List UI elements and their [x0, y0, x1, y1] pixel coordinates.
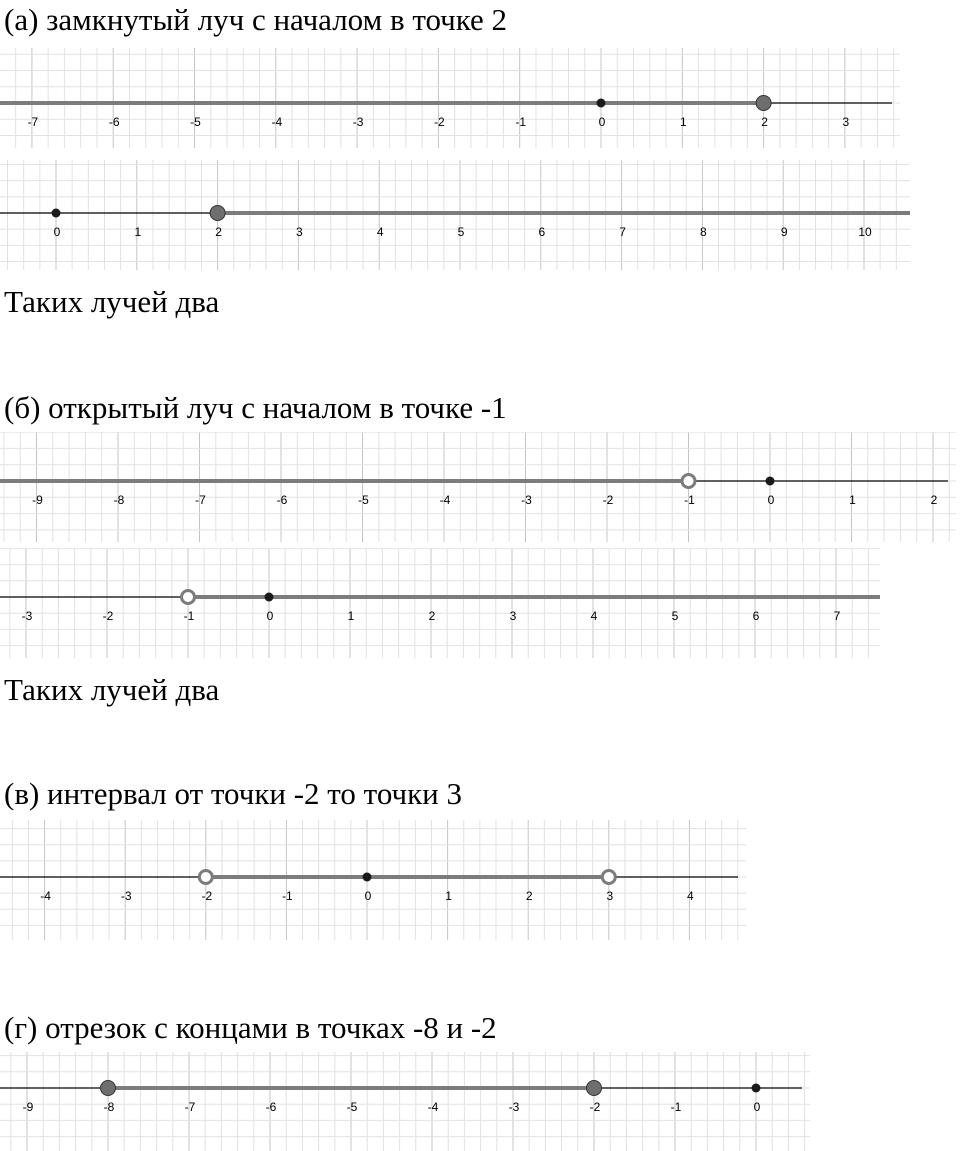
tick-label: 1	[849, 493, 856, 507]
tick-label: 3	[296, 225, 303, 239]
section-b-title: (б) открытый луч с началом в точке -1	[4, 390, 507, 425]
tick-label: -3	[120, 889, 132, 903]
tick-label: 2	[525, 889, 533, 903]
tick-label: -4	[40, 889, 51, 903]
tick-label: -5	[346, 1100, 358, 1114]
tick-label: 1	[679, 115, 687, 129]
tick-label: -9	[22, 1100, 34, 1114]
origin-point	[265, 593, 274, 602]
origin-point	[52, 209, 61, 218]
tick-label: 3	[509, 609, 517, 623]
section-a-note: Таких лучей два	[4, 284, 220, 319]
section-b-note: Таких лучей два	[4, 672, 220, 707]
tick-label: 0	[266, 609, 274, 623]
tick-label: -1	[282, 889, 293, 903]
tick-label: -3	[521, 493, 532, 507]
tick-label: -7	[195, 493, 206, 507]
closed-endpoint	[101, 1081, 116, 1096]
tick-label: 0	[767, 493, 775, 507]
tick-label: -2	[434, 115, 445, 129]
tick-label: 0	[53, 225, 61, 239]
tick-label: -2	[201, 889, 213, 903]
tick-label: -7	[27, 115, 39, 129]
tick-label: -8	[103, 1100, 115, 1114]
number-line-d	[0, 1052, 810, 1151]
open-endpoint	[182, 591, 195, 604]
tick-label: -5	[358, 493, 369, 507]
tick-label: -9	[32, 493, 43, 507]
closed-endpoint	[587, 1081, 602, 1096]
tick-label: -2	[102, 609, 114, 623]
tick-label: -3	[508, 1100, 520, 1114]
tick-label: 1	[445, 889, 452, 903]
tick-label: 5	[671, 609, 679, 623]
number-line-a2	[0, 160, 910, 270]
tick-label: -1	[670, 1100, 682, 1114]
tick-label: 2	[428, 609, 436, 623]
origin-point	[597, 99, 606, 108]
tick-label: 10	[858, 225, 872, 239]
tick-label: 1	[347, 609, 355, 623]
grid	[0, 820, 746, 940]
origin-point	[363, 873, 372, 882]
tick-label: 4	[590, 609, 598, 623]
tick-label: 7	[833, 609, 841, 623]
origin-point	[752, 1084, 761, 1093]
tick-label: 2	[215, 225, 222, 239]
tick-label: -1	[684, 493, 695, 507]
tick-label: 0	[753, 1100, 761, 1114]
open-endpoint	[682, 475, 695, 488]
open-endpoint	[602, 871, 615, 884]
tick-label: -5	[190, 115, 201, 129]
closed-endpoint	[756, 96, 771, 111]
tick-label: -7	[184, 1100, 196, 1114]
grid	[0, 1052, 810, 1151]
tick-label: 2	[930, 493, 938, 507]
tick-label: -2	[589, 1100, 601, 1114]
number-line-b1	[0, 432, 956, 542]
tick-label: 0	[364, 889, 372, 903]
tick-label: 7	[619, 225, 626, 239]
tick-label: -1	[515, 115, 527, 129]
tick-label: -6	[276, 493, 288, 507]
tick-label: 5	[457, 225, 465, 239]
tick-label: 4	[687, 889, 694, 903]
tick-label: 4	[376, 225, 384, 239]
section-a-title: (а) замкнутый луч с началом в точке 2	[4, 2, 508, 37]
tick-label: 9	[780, 225, 788, 239]
tick-label: -6	[108, 115, 120, 129]
grid	[0, 432, 956, 542]
tick-label: -4	[427, 1100, 439, 1114]
tick-label: -3	[21, 609, 33, 623]
section-d-title: (г) отрезок с концами в точках -8 и -2	[4, 1010, 497, 1045]
tick-label: -6	[265, 1100, 277, 1114]
tick-label: -4	[439, 493, 451, 507]
tick-label: 3	[842, 115, 850, 129]
origin-point	[766, 477, 775, 486]
grid	[0, 548, 880, 658]
tick-label: -4	[271, 115, 283, 129]
tick-label: -8	[113, 493, 125, 507]
tick-label: 8	[700, 225, 707, 239]
tick-label: 0	[598, 115, 606, 129]
number-line-b2	[0, 548, 880, 658]
tick-label: -3	[352, 115, 364, 129]
number-line-c	[0, 820, 746, 940]
tick-label: 3	[606, 889, 614, 903]
tick-label: 2	[761, 115, 768, 129]
closed-endpoint	[210, 206, 225, 221]
tick-label: -2	[602, 493, 614, 507]
number-line-a1	[0, 48, 900, 148]
tick-label: -1	[183, 609, 195, 623]
tick-label: 6	[752, 609, 760, 623]
tick-label: 6	[538, 225, 546, 239]
section-c-title: (в) интервал от точки -2 то точки 3	[4, 776, 463, 811]
tick-label: 1	[134, 225, 142, 239]
open-endpoint	[199, 871, 212, 884]
